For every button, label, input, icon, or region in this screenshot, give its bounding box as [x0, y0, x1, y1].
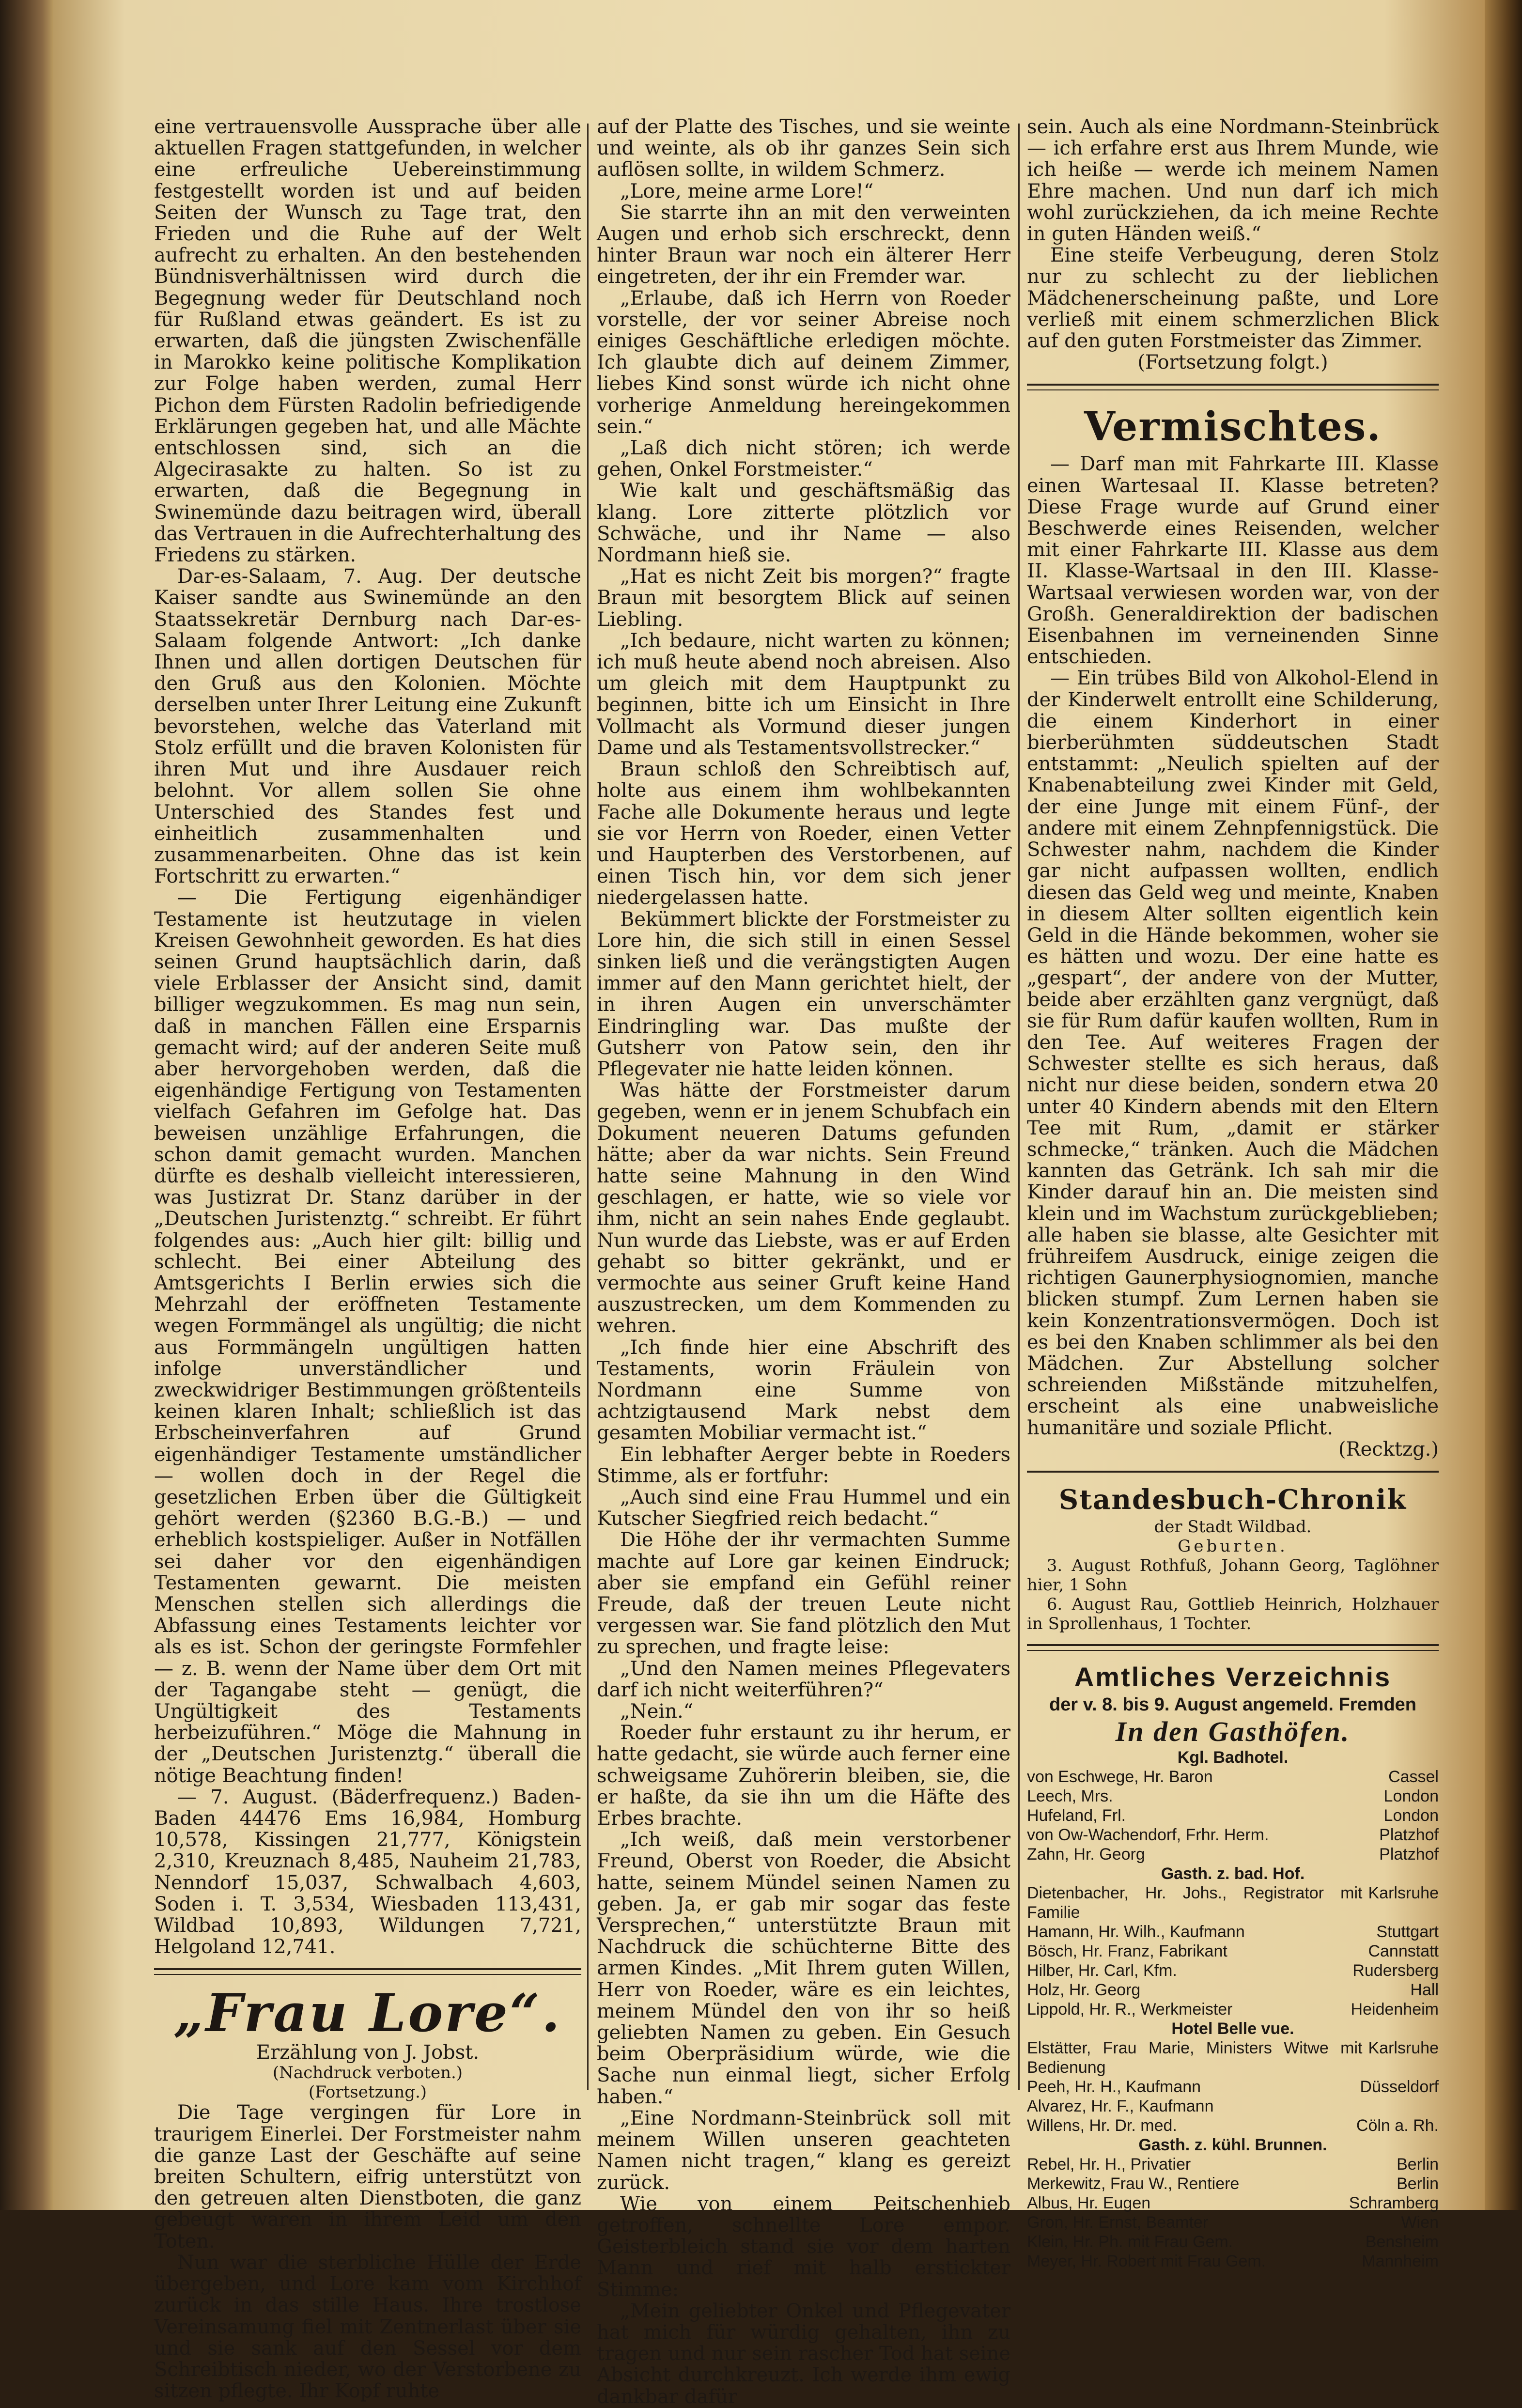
- guest-row: Albus, Hr. Eugen Schramberg: [1027, 2193, 1439, 2212]
- guest-row: Bösch, Hr. Franz, Fabrikant Cannstatt: [1027, 1942, 1439, 1960]
- guest-row: Leech, Mrs. London: [1027, 1787, 1439, 1805]
- gasthoefen-heading: In den Gasthöfen.: [1115, 1715, 1351, 1747]
- guest-row: Hamann, Hr. Wilh., Kaufmann Stuttgart: [1027, 1922, 1439, 1941]
- guest-row: Klein, Hr. Ph. mit Frau Gem. Bensheim: [1027, 2232, 1439, 2251]
- guest-list: [1027, 1883, 1439, 2019]
- dar-es-salaam-paragraph: Dar-es-Salaam, 7. Aug. Der deutsche Kaiser sandte aus Swinemünde an den Staatssekretär Dernburg nach Dar-es-Salaam folgende Antwort: „Ich danke Ihnen und allen dortigen Deutschen für den Gruß aus den Kolonien. Möchte derselben unter Ihrer Leitung eine Zukunft bevorstehen, welche das Vaterland mit Stolz erfüllt und die braven Kolonisten für ihren Mut und ihre Ausdauer reich belohnt. Vor allem sollen Sie ohne Unterschied des Standes fest und einheitlich zusammenhalten und zusammenarbeiten. Ohne das ist kein Fortschritt zu erwarten.“: [154, 565, 581, 888]
- story-paragraph: „Eine Nordmann-Steinbrück soll mit meinem Willen unseren geachteten Namen nicht tragen,“ klang es gereizt zurück.: [597, 2107, 1010, 2194]
- story-paragraph: „Und den Namen meines Pflegevaters darf ich nicht weiterführen?“: [597, 1657, 1010, 1701]
- guest-row: Holz, Hr. Georg Hall: [1027, 1980, 1439, 1999]
- politics-paragraph: eine vertrauensvolle Aussprache über alle aktuellen Fragen stattgefunden, in welcher eine erfreuliche Uebereinstimmung festgestellt worden ist und auf beiden Seiten der Wunsch zu Tage trat, den Frieden und die Ruhe auf der Welt aufrecht zu erhalten. An den bestehenden Bündnisverhältnissen wird durch die Begegnung weder für Deutschland noch für Rußland etwas geändert. Es ist zu erwarten, daß die jüngsten Zwischenfälle in Marokko keine politische Komplikation zur Folge haben werden, zumal Herr Pichon dem Fürsten Radolin befriedigende Erklärungen gegeben hat, und alle Mächte entschlossen sind, sich an die Algecirasakte zu halten. So ist zu erwarten, daß die Begegnung in Swinemünde dazu beitragen wird, überall das Vertrauen in die Aufrechterhaltung des Friedens zu stärken.: [154, 116, 581, 567]
- story-paragraph: Sie starrte ihn an mit den verweinten Augen und erhob sich erschreckt, denn hinter Braun war noch ein älterer Herr eingetreten, der ihr ein Fremder war.: [597, 201, 1010, 288]
- story-paragraph: sein. Auch als eine Nordmann-Steinbrück — ich erfahre erst aus Ihrem Munde, wie ich heiße — werde ich meinem Namen Ehre machen. Und nun darf ich mich wohl zurückziehen, da ich meine Rechte in guten Händen weiß.“: [1027, 116, 1439, 246]
- story-paragraph: „Hat es nicht Zeit bis morgen?“ fragte Braun mit besorgtem Blick auf seinen Liebling.: [597, 565, 1010, 631]
- hotel-heading: Gasth. z. kühl. Brunnen.: [1138, 2135, 1327, 2154]
- story-paragraph: „Auch sind eine Frau Hummel und ein Kutscher Siegfried reich bedacht.“: [597, 1486, 1010, 1530]
- story-paragraph: „Lore, meine arme Lore!“: [620, 180, 874, 202]
- story-paragraph: auf der Platte des Tisches, und sie weinte und weinte, als ob ihr ganzes Sein sich auflösen sollte, in wildem Schmerz.: [597, 116, 1010, 181]
- guest-row: Hilber, Hr. Carl, Kfm. Rudersberg: [1027, 1961, 1439, 1980]
- testament-article: — Die Fertigung eigenhändiger Testamente ist heutzutage in vielen Kreisen Gewohnheit geworden. Es hat dies seinen Grund hauptsächlich darin, daß viele Erblasser der Ansicht sind, damit billiger wegzukommen. Es mag nun sein, daß in manchen Fällen eine Ersparnis gemacht wird; auf der anderen Seite muß aber hervorgehoben werden, daß die eigenhändige Fertigung von Testamenten vielfach Gefahren im Gefolge hat. Das beweisen unzählige Erfahrungen, die schon damit gemacht wurden. Manchen dürfte es deshalb vielleicht interessieren, was Justizrat Dr. Stanz darüber in der „Deutschen Juristenztg.“ schreibt. Er führt folgendes aus: „Auch hier gilt: billig und schlecht. Bei einer Abteilung des Amtsgerichts I Berlin erwies sich die Mehrzahl der eröffneten Testamente wegen Formmängel als ungültig; die nicht aus Formmängeln ungültigen hatten infolge unverständlicher und zweckwidriger Bestimmungen größtenteils keinen klaren Inhalt; schließlich ist das Erbscheinverfahren auf Grund eigenhändiger Testamente umständlicher — wollen doch in der Regel die gesetzlichen Erben über die Gültigkeit gehört werden (§2360 B.G.-B.) — und erheblich kostspieliger. Außer in Notfällen sei daher vor den eigenhändigen Testamenten gewarnt. Die meisten Menschen stellen sich allerdings die Abfassung eines Testaments leichter vor als es ist. Schon der geringste Formfehler — z. B. wenn der Name über dem Ort mit der Tagangabe steht — genügt, die Ungültigkeit des Testaments herbeizuführen.“ Möge die Mahnung in der „Deutschen Juristenztg.“ überall die nötige Beachtung finden!: [154, 886, 581, 1787]
- section-divider: [154, 1968, 581, 1975]
- vermischtes-source: (Recktzg.): [1338, 1438, 1439, 1460]
- story-note: (Nachdruck verboten.): [272, 2063, 463, 2083]
- story-paragraph: „Mein geliebter Onkel und Pflegevater hat mich für würdig gehalten, ihn zu tragen und nur sein rascher Tod hat seine Absicht durchkreuzt. Ich werde ihm ewig dankbar dafür: [597, 2299, 1010, 2408]
- story-paragraph: Was hätte der Forstmeister darum gegeben, wenn er in jenem Schubfach ein Dokument neueren Datums gefunden hätte; aber da war nichts. Sein Freund hatte seine Mahnung in den Wind geschlagen, er hatte, wie so viele vor ihm, nicht an sein nahes Ende geglaubt. Nun wurde das Liebste, was er auf Erden gehabt so bitter gekränkt, und er vermochte aus seiner Gruft keine Hand auszustrecken, um dem Kommenden zu wehren.: [597, 1079, 1010, 1337]
- chronik-entry: 6. August Rau, Gottlieb Heinrich, Holzhauer in Sprollenhaus, 1 Tochter.: [1027, 1594, 1439, 1633]
- verzeichnis-heading: Amtliches Verzeichnis: [1074, 1661, 1392, 1692]
- guest-row: Peeh, Hr. H., Kaufmann Düsseldorf: [1027, 2077, 1439, 2096]
- guest-row: Merkewitz, Frau W., Rentiere Berlin: [1027, 2174, 1439, 2193]
- guest-row: von Ow-Wachendorf, Frhr. Herm. Platzhof: [1027, 1825, 1439, 1844]
- page-edge: [1485, 0, 1522, 2210]
- story-paragraph: Nun war die sterbliche Hülle der Erde übergeben, und Lore kam vom Kirchhof zurück in das stille Haus. Ihre trostlose Vereinsamung fiel mit Zentnerlast über sie und sie sank auf den Sessel vor dem Schreibtisch nieder, wo der Verstorbene zu sitzen pflegte. Ihr Kopf ruhte: [154, 2251, 581, 2403]
- guest-row: Willens, Hr. Dr. med. Cöln a. Rh.: [1027, 2116, 1439, 2135]
- story-paragraph: Braun schloß den Schreibtisch auf, holte aus einem ihm wohlbekannten Fache alle Dokumente heraus und legte sie vor Herrn von Roeder, einen Vetter und Haupterben des Verstorbenen, auf einen Tisch hin, vor dem sich jener niedergelassen hatte.: [597, 758, 1010, 909]
- story-paragraph: „Laß dich nicht stören; ich werde gehen, Onkel Forstmeister.“: [597, 437, 1010, 481]
- column-1: [154, 116, 581, 2403]
- story-paragraph: Wie kalt und geschäftsmäßig das klang. Lore zitterte plötzlich vor Schwäche, und ihr Name — also Nordmann hieß sie.: [597, 480, 1010, 567]
- chronik-heading: Standesbuch-Chronik: [1058, 1483, 1407, 1516]
- guest-list: [1027, 2155, 1439, 2271]
- story-paragraph: „Ich finde hier eine Abschrift des Testaments, worin Fräulein von Nordmann eine Summe von achtzigtausend Mark nebst dem gesamten Mobiliar vermacht ist.“: [597, 1336, 1010, 1445]
- story-to-be-continued: (Fortsetzung folgt.): [1137, 351, 1328, 374]
- hotel-heading: Kgl. Badhotel.: [1177, 1748, 1289, 1767]
- story-paragraph: Bekümmert blickte der Forstmeister zu Lore hin, die sich still in einen Sessel sinken ließ und die verängstigten Augen immer auf den Mann gerichtet hielt, der in ihren Augen ein unverschämter Eindringling war. Das mußte der Gutsherr von Patow sein, den ihr Pflegevater nie hatte leiden können.: [597, 908, 1010, 1080]
- story-paragraph: Wie von einem Peitschenhieb getroffen, schnellte Lore empor. Geisterbleich stand sie vor dem harten Mann und rief mit halb erstickter Stimme:: [597, 2192, 1010, 2301]
- chronik-entry: 3. August Rothfuß, Johann Georg, Taglöhner hier, 1 Sohn: [1027, 1555, 1439, 1595]
- column-rule-2: [1018, 124, 1020, 2090]
- section-divider: [1027, 1644, 1439, 1651]
- column-2: [597, 116, 1010, 2408]
- baederfrequenz-paragraph: — 7. August. (Bäderfrequenz.) Baden-Baden 44476 Ems 16,984, Homburg 10,578, Kissingen 21,777, Königstein 2,310, Kreuznach 8,485, Nauheim 21,783, Nenndorf 15,037, Schwalbach 4,603, Soden i. T. 3,534, Wiesbaden 113,431, Wildbad 10,893, Wildungen 7,721, Helgoland 12,741.: [154, 1786, 581, 1958]
- story-paragraph: „Ich weiß, daß mein verstorbener Freund, Oberst von Roeder, die Absicht hatte, seinem Mündel seinen Namen zu geben. Ja, er gab mir sogar das feste Versprechen,“ unterstützte Braun mit Nachdruck die schüchterne Bitte des armen Kindes. „Mit Ihrem guten Willen, Herr von Roeder, wäre es ein leichtes, meinem Mündel den von ihr so heiß geliebten Namen zu geben. Ein Gesuch beim Oberpräsidium würde, wie die Sache nun einmal liegt, sicher Erfolg haben.“: [597, 1829, 1010, 2108]
- story-paragraph: „Erlaube, daß ich Herrn von Roeder vorstelle, der vor seiner Abreise noch einiges Geschäftliche erledigen möchte. Ich glaubte dich auf deinem Zimmer, liebes Kind sonst würde ich nicht ohne vorherige Anmeldung hereingekommen sein.“: [597, 287, 1010, 438]
- guest-list: [1027, 1767, 1439, 1864]
- story-continuation: (Fortsetzung.): [308, 2082, 427, 2102]
- story-paragraph: Roeder fuhr erstaunt zu ihr herum, er hatte gedacht, sie würde auch ferner eine schweigsame Zuhörerin bleiben, sie, die er haßte, da sie ihn um die Häfte des Erbes brachte.: [597, 1722, 1010, 1830]
- vermischtes-item: — Darf man mit Fahrkarte III. Klasse einen Wartesaal II. Klasse betreten? Diese Frage wurde auf Grund einer Beschwerde eines Reisenden, welcher mit einer Fahrkarte III. Klasse aus dem II. Klasse-Wartsaal in den III. Klasse-Wartsaal verwiesen worden war, von der Großh. Generaldirektion der badischen Eisenbahnen im verneinenden Sinne entschieden.: [1027, 453, 1439, 668]
- story-title: „Frau Lore“.: [173, 1983, 562, 2044]
- chronik-births-heading: Geburten.: [1178, 1536, 1288, 1556]
- guest-row: Elstätter, Frau Marie, Ministers Witwe mit Bedienung Karlsruhe: [1027, 2038, 1439, 2077]
- story-paragraph: Die Tage vergingen für Lore in traurigem Einerlei. Der Forstmeister nahm die ganze Last der Geschäfte auf seine breiten Schultern, eifrig unterstützt von den getreuen alten Dienstboten, die ganz gebeugt waren in ihrem Leid um den Toten.: [154, 2101, 581, 2253]
- section-divider: [1027, 384, 1439, 390]
- guest-row: Meyer, Hr. Robert mit Frau Gem. Mannheim: [1027, 2252, 1439, 2270]
- book-spine: [0, 0, 53, 2210]
- guest-row: von Eschwege, Hr. Baron Cassel: [1027, 1767, 1439, 1786]
- guest-row: Alvarez, Hr. F., Kaufmann: [1027, 2097, 1214, 2115]
- chronik-subtitle: der Stadt Wildbad.: [1154, 1517, 1312, 1537]
- story-paragraph: „Ich bedaure, nicht warten zu können; ich muß heute abend noch abreisen. Also um gleich mit dem Hauptpunkt zu beginnen, bitte ich um Einsicht in Ihre Vollmacht als Vormund dieser jungen Dame und als Testamentsvollstrecker.“: [597, 629, 1010, 759]
- story-paragraph: Ein lebhafter Aerger bebte in Roeders Stimme, als er fortfuhr:: [597, 1443, 1010, 1487]
- hotel-heading: Hotel Belle vue.: [1171, 2019, 1294, 2038]
- vermischtes-heading: Vermischtes.: [1084, 404, 1382, 451]
- guest-row: Zahn, Hr. Georg Platzhof: [1027, 1845, 1439, 1864]
- column-3: [1027, 116, 1439, 2270]
- guest-list: [1027, 2038, 1439, 2135]
- section-divider: [1027, 1471, 1439, 1473]
- story-paragraph: Eine steife Verbeugung, deren Stolz nur zu schlecht zu der lieblichen Mädchenerscheinung paßte, und Lore verließ mit einem schmerzlichen Blick auf den guten Forstmeister das Zimmer.: [1027, 244, 1439, 353]
- story-paragraph: Die Höhe der ihr vermachten Summe machte auf Lore gar keinen Eindruck; aber sie empfand ein Gefühl reiner Freude, daß der treuen Leute nicht vergessen war. Sie fand plötzlich den Mut zu sprechen, und fragte leise:: [597, 1529, 1010, 1659]
- column-rule-1: [587, 124, 589, 2090]
- guest-row: Dietenbacher, Hr. Johs., Registrator mit Familie Karlsruhe: [1027, 1883, 1439, 1922]
- guest-row: Rebel, Hr. H., Privatier Berlin: [1027, 2155, 1439, 2174]
- vermischtes-item: — Ein trübes Bild von Alkohol-Elend in der Kinderwelt entrollt eine Schilderung, die einem Kinderhort in einer bierberühmten süddeutschen Stadt entstammt: „Neulich spielten auf der Knabenabteilung zwei Kinder mit Geld, der eine Junge mit einem Fünf-, der andere mit einem Zehnpfennigstück. Die Schwester nahm, nachdem die Kinder gar nicht aufpassen wollten, endlich diesen das Geld weg und meinte, Knaben in diesem Alter sollten eigentlich kein Geld in die Hände bekommen, woher sie es hätten und wozu. Der eine hatte es „gespart“, der andere von der Mutter, beide aber erzählten ganz vergnügt, daß sie für Rum dafür kaufen wollten, Rum in den Tee. Auf weiteres Fragen der Schwester stellte es sich heraus, daß nicht nur diese beiden, sondern etwa 20 unter 40 Kindern abends mit den Eltern Tee mit Rum, „damit er stärker schmecke,“ tränken. Auch die Mädchen kannten das Getränk. Ich sah mir die Kinder darauf hin an. Die meisten sind klein und im Wachstum zurückgeblieben; alle haben sie blasse, alte Gesichter mit frühreifem Ausdruck, einige zeigen die richtigen Gaunerphysiognomien, manche blicken stumpf. Zum Lernen haben sie kein Konzentrationsvermögen. Doch ist es bei den Knaben schlimmer als bei den Mädchen. Zur Abstellung solcher schreienden Mißstände mitzuhelfen, erscheint als eine unabweisliche humanitäre und soziale Pflicht.: [1027, 667, 1439, 1439]
- story-paragraph: „Nein.“: [620, 1700, 694, 1723]
- story-author: Erzählung von J. Jobst.: [256, 2041, 480, 2064]
- guest-row: Lippold, Hr. R., Werkmeister Heidenheim: [1027, 2000, 1439, 2019]
- hotel-heading: Gasth. z. bad. Hof.: [1161, 1864, 1305, 1883]
- guest-row: Gron, Hr. Ernst, Beamter Wien: [1027, 2213, 1439, 2232]
- guest-row: Hufeland, Frl. London: [1027, 1806, 1439, 1825]
- verzeichnis-subtitle: der v. 8. bis 9. August angemeld. Fremden: [1049, 1694, 1417, 1715]
